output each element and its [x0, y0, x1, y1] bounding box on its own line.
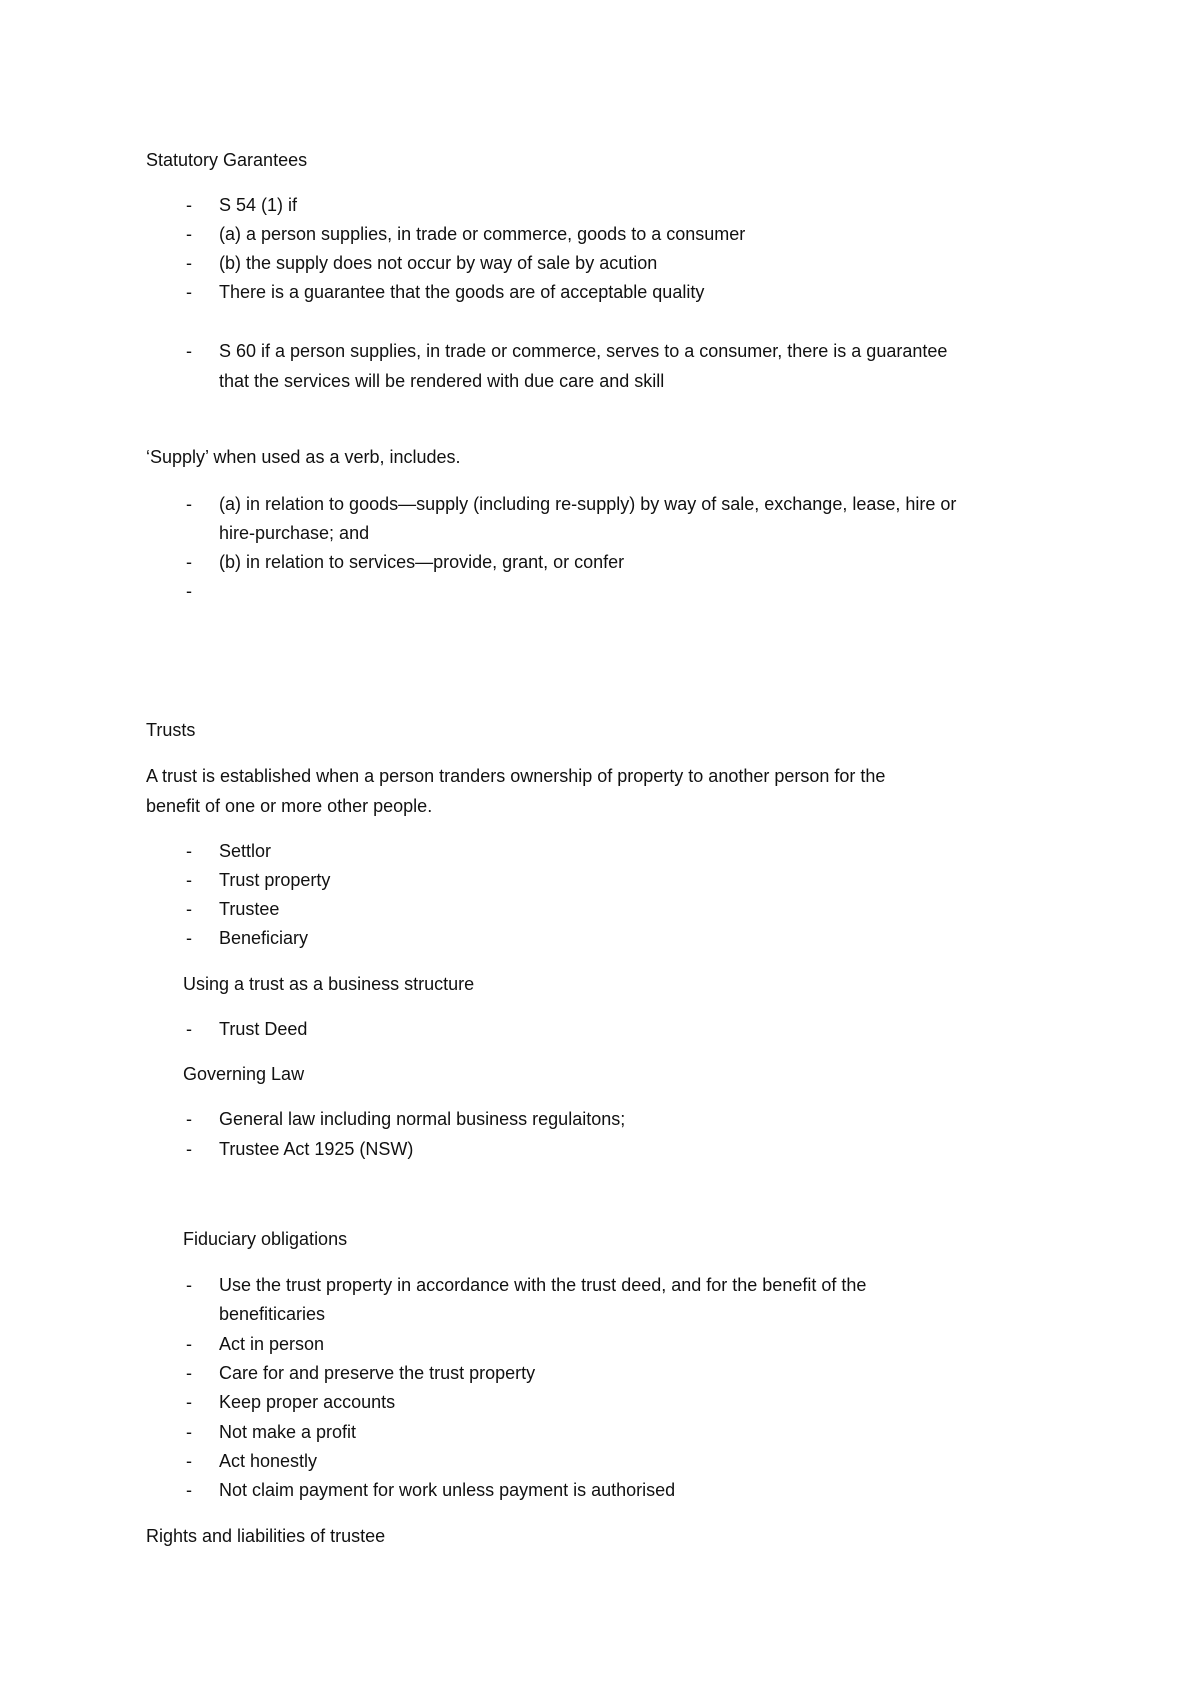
list-item-text-continued: that the services will be rendered with due care and skill — [219, 371, 665, 391]
bullet-dash: - — [186, 282, 192, 302]
list-item-text: Settlor — [219, 841, 272, 861]
list-item-text: General law including normal business regulaitons; — [219, 1109, 626, 1129]
bullet-dash: - — [186, 1422, 192, 1442]
bullet-dash: - — [186, 899, 192, 919]
list-item-text-continued: benefiticaries — [219, 1304, 326, 1324]
bullet-dash: - — [186, 341, 192, 361]
trusts-intro-line-1: A trust is established when a person tranders ownership of property to another person for the — [146, 766, 886, 786]
heading-rights-liabilities: Rights and liabilities of trustee — [146, 1526, 386, 1546]
list-item-text: S 54 (1) if — [219, 195, 298, 215]
list-item-text: Trust Deed — [219, 1019, 308, 1039]
bullet-dash: - — [186, 1275, 192, 1295]
list-item-text: (b) in relation to services—provide, grant, or confer — [219, 552, 625, 572]
bullet-dash: - — [186, 841, 192, 861]
list-item-text: Not make a profit — [219, 1422, 357, 1442]
list-item-text: Trust property — [219, 870, 331, 890]
bullet-dash: - — [186, 1451, 192, 1471]
list-item-text: Trustee — [219, 899, 280, 919]
bullet-dash: - — [186, 494, 192, 514]
list-item-text: (a) in relation to goods—supply (including re-supply) by way of sale, exchange, lease, hire or — [219, 494, 957, 514]
bullet-dash: - — [186, 1139, 192, 1159]
list-item-text: There is a guarantee that the goods are of acceptable quality — [219, 282, 705, 302]
subheading-fiduciary-obligations: Fiduciary obligations — [183, 1229, 348, 1249]
heading-statutory-guarantees: Statutory Garantees — [146, 150, 308, 170]
list-item-text: Not claim payment for work unless payment is authorised — [219, 1480, 676, 1500]
list-item-text: Act in person — [219, 1334, 325, 1354]
subheading-governing-law: Governing Law — [183, 1064, 305, 1084]
list-item-text: Care for and preserve the trust property — [219, 1363, 536, 1383]
bullet-dash: - — [186, 1363, 192, 1383]
bullet-dash: - — [186, 870, 192, 890]
bullet-dash: - — [186, 928, 192, 948]
bullet-dash: - — [186, 581, 192, 601]
list-item-text: Trustee Act 1925 (NSW) — [219, 1139, 414, 1159]
list-item-text: Beneficiary — [219, 928, 309, 948]
bullet-dash: - — [186, 552, 192, 572]
subheading-business-structure: Using a trust as a business structure — [183, 974, 475, 994]
trusts-intro-line-2: benefit of one or more other people. — [146, 796, 433, 816]
list-item-text-continued: hire-purchase; and — [219, 523, 370, 543]
heading-supply-definition: ‘Supply’ when used as a verb, includes. — [146, 447, 461, 467]
list-item-text: (b) the supply does not occur by way of sale by acution — [219, 253, 658, 273]
bullet-dash: - — [186, 1392, 192, 1412]
list-item-text: Use the trust property in accordance with the trust deed, and for the benefit of the — [219, 1275, 867, 1295]
bullet-dash: - — [186, 1019, 192, 1039]
bullet-dash: - — [186, 1480, 192, 1500]
bullet-dash: - — [186, 195, 192, 215]
list-item-text: S 60 if a person supplies, in trade or commerce, serves to a consumer, there is a guarantee — [219, 341, 948, 361]
list-item-text: Act honestly — [219, 1451, 318, 1471]
bullet-dash: - — [186, 1109, 192, 1129]
list-item-text: Keep proper accounts — [219, 1392, 396, 1412]
bullet-dash: - — [186, 224, 192, 244]
bullet-dash: - — [186, 1334, 192, 1354]
list-item-text: (a) a person supplies, in trade or commerce, goods to a consumer — [219, 224, 746, 244]
heading-trusts: Trusts — [146, 720, 196, 740]
bullet-dash: - — [186, 253, 192, 273]
